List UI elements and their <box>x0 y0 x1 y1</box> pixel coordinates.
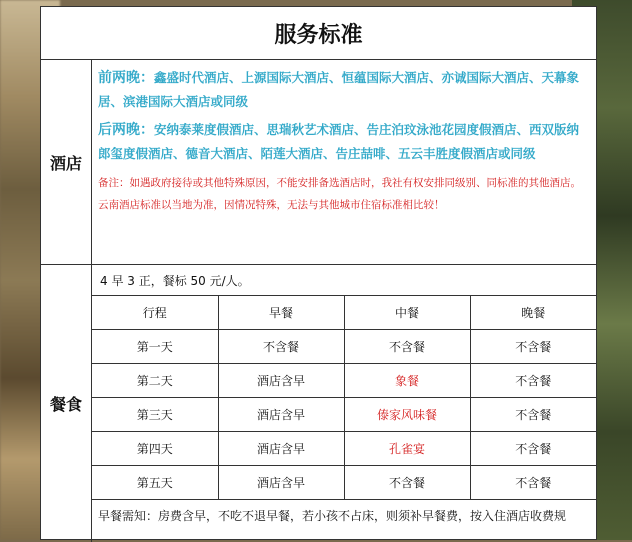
table-cell: 不含餐 <box>470 330 596 364</box>
first-nights-lead: 前两晚： <box>98 70 154 86</box>
meals-label: 餐食 <box>41 265 92 542</box>
table-cell: 孔雀宴 <box>344 432 470 466</box>
hotel-content <box>92 60 596 264</box>
meal-standard: 4 早 3 正，餐标 50 元/人。 <box>92 265 596 296</box>
meals-table-header <box>92 296 596 330</box>
hotel-note-2: 云南酒店标准以当地为准，因情况特殊，无法与其他城市住宿标准相比较！ <box>98 199 445 211</box>
meals-section <box>41 265 596 542</box>
hotel-label: 酒店 <box>41 60 92 264</box>
table-cell: 不含餐 <box>344 466 470 500</box>
first-nights-hotels: 鑫盛时代酒店、上源国际大酒店、恒蕴国际大酒店、亦诚国际大酒店、天幕象居、滨港国际大酒店或同级 <box>98 70 580 109</box>
table-cell: 不含餐 <box>344 330 470 364</box>
service-standard-card <box>40 6 597 540</box>
breakfast-notice: 早餐需知：房费含早，不吃不退早餐，若小孩不占床，则须补早餐费，按入住酒店收费规 <box>98 508 567 523</box>
table-cell: 酒店含早 <box>218 398 344 432</box>
table-cell: 傣家风味餐 <box>344 398 470 432</box>
table-cell: 酒店含早 <box>218 364 344 398</box>
table-row <box>92 466 596 500</box>
page-title: 服务标准 <box>41 7 596 60</box>
column-header: 行程 <box>92 296 218 330</box>
meals-content <box>92 265 596 542</box>
table-cell: 酒店含早 <box>218 466 344 500</box>
column-header: 晚餐 <box>470 296 596 330</box>
column-header: 中餐 <box>344 296 470 330</box>
table-cell: 不含餐 <box>470 466 596 500</box>
table-row <box>92 364 596 398</box>
table-cell: 不含餐 <box>218 330 344 364</box>
table-cell: 不含餐 <box>470 432 596 466</box>
table-row <box>92 330 596 364</box>
table-cell: 象餐 <box>344 364 470 398</box>
table-cell: 第五天 <box>92 466 218 500</box>
last-nights-lead: 后两晚： <box>98 122 154 138</box>
table-cell: 第二天 <box>92 364 218 398</box>
table-cell: 不含餐 <box>470 398 596 432</box>
table-row <box>92 398 596 432</box>
hotel-last-nights <box>98 118 590 166</box>
last-nights-hotels: 安纳泰莱度假酒店、思瑞秋艺术酒店、告庄泊玟泳池花园度假酒店、西双版纳郎玺度假酒店、德音大酒店、陌莲大酒店、告庄喆啡、五云丰胜度假酒店或同级 <box>98 122 580 161</box>
hotel-first-nights <box>98 66 590 114</box>
meals-table <box>92 296 596 500</box>
table-cell: 不含餐 <box>470 364 596 398</box>
column-header: 早餐 <box>218 296 344 330</box>
table-row <box>92 432 596 466</box>
table-cell: 第三天 <box>92 398 218 432</box>
table-cell: 第一天 <box>92 330 218 364</box>
hotel-note-1: 备注：如遇政府接待或其他特殊原因，不能安排备选酒店时，我社有权安排同级别、同标准的其他酒店。 <box>98 177 581 189</box>
table-cell: 第四天 <box>92 432 218 466</box>
hotel-section <box>41 60 596 265</box>
table-cell: 酒店含早 <box>218 432 344 466</box>
